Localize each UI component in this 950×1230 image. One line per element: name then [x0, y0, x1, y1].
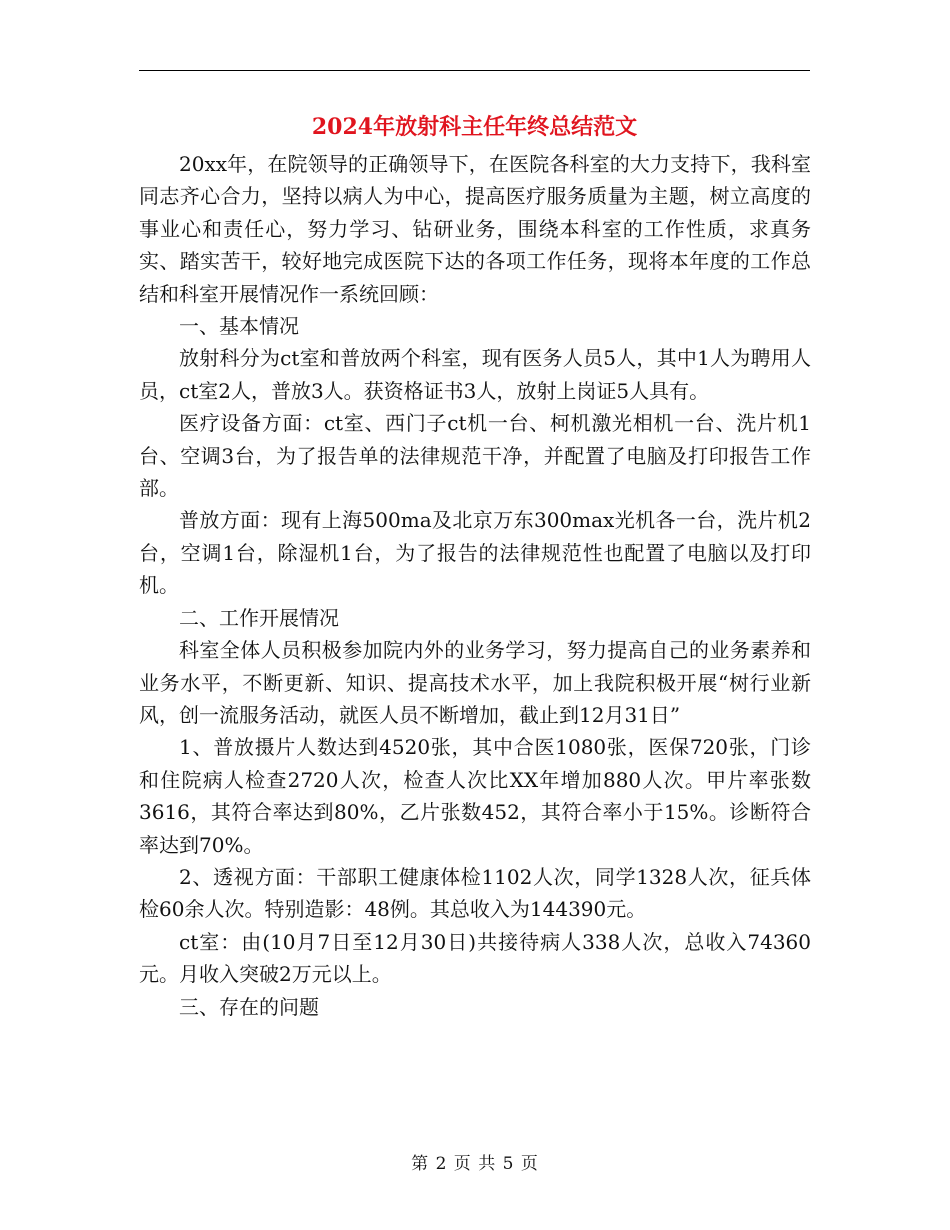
document-title: 2024年放射科主任年终总结范文 — [311, 114, 638, 140]
paragraph-work-overview: 科室全体人员积极参加院内外的业务学习，努力提高自己的业务素养和业务水平，不断更新、知识、提高技术水平，加上我院积极开展“树行业新风，创一流服务活动，就医人员不断增加，截止到12月31日” — [139, 638, 811, 727]
section-heading-basic: 一、基本情况 — [179, 314, 299, 339]
paragraph-staff: 放射科分为ct室和普放两个科室，现有医务人员5人，其中1人为聘用人员，ct室2人，普放3人。获资格证书3人，放射上岗证5人具有。 — [139, 346, 811, 403]
page-number-label: 第 2 页 共 5 页 — [411, 1154, 539, 1174]
paragraph-ct-stats: ct室：由(10月7日至12月30日)共接待病人338人次，总收入74360元。月收入突破2万元以上。 — [139, 929, 811, 987]
paragraph-intro: 20xx年，在院领导的正确领导下，在医院各科室的大力支持下，我科室同志齐心合力，坚持以病人为中心，提高医疗服务质量为主题，树立高度的事业心和责任心，努力学习、钻研业务，围绕本科室的工作性质，求真务实、踏实苦干，较好地完成医院下达的各项工作任务，现将本年度的工作总结和科室开展情况作一系统回顾： — [139, 152, 811, 306]
paragraph-radiography-stats: 1、普放摄片人数达到4520张，其中合医1080张，医保720张，门诊和住院病人检查2720人次，检查人次比XX年增加880人次。甲片率张数3616，其符合率达到80%，乙片张数452，其符合率小于15%。诊断符合率达到70%。 — [139, 735, 811, 857]
paragraph-fluoroscopy-stats: 2、透视方面：干部职工健康体检1102人次，同学1328人次，征兵体检60余人次。特别造影：48例。其总收入为144390元。 — [139, 864, 811, 922]
paragraph-equipment-ct: 医疗设备方面：ct室、西门子ct机一台、柯机激光相机一台、洗片机1台、空调3台，为了报告单的法律规范干净，并配置了电脑及打印报告工作部。 — [139, 411, 811, 501]
header-rule — [139, 70, 810, 71]
paragraph-equipment-xray: 普放方面：现有上海500ma及北京万东300max光机各一台，洗片机2台，空调1台，除湿机1台，为了报告的法律规范性也配置了电脑以及打印机。 — [139, 508, 811, 598]
section-heading-problems: 三、存在的问题 — [179, 994, 319, 1019]
page-footer — [0, 1152, 950, 1176]
section-heading-work: 二、工作开展情况 — [179, 605, 339, 630]
document-body — [139, 148, 811, 1023]
